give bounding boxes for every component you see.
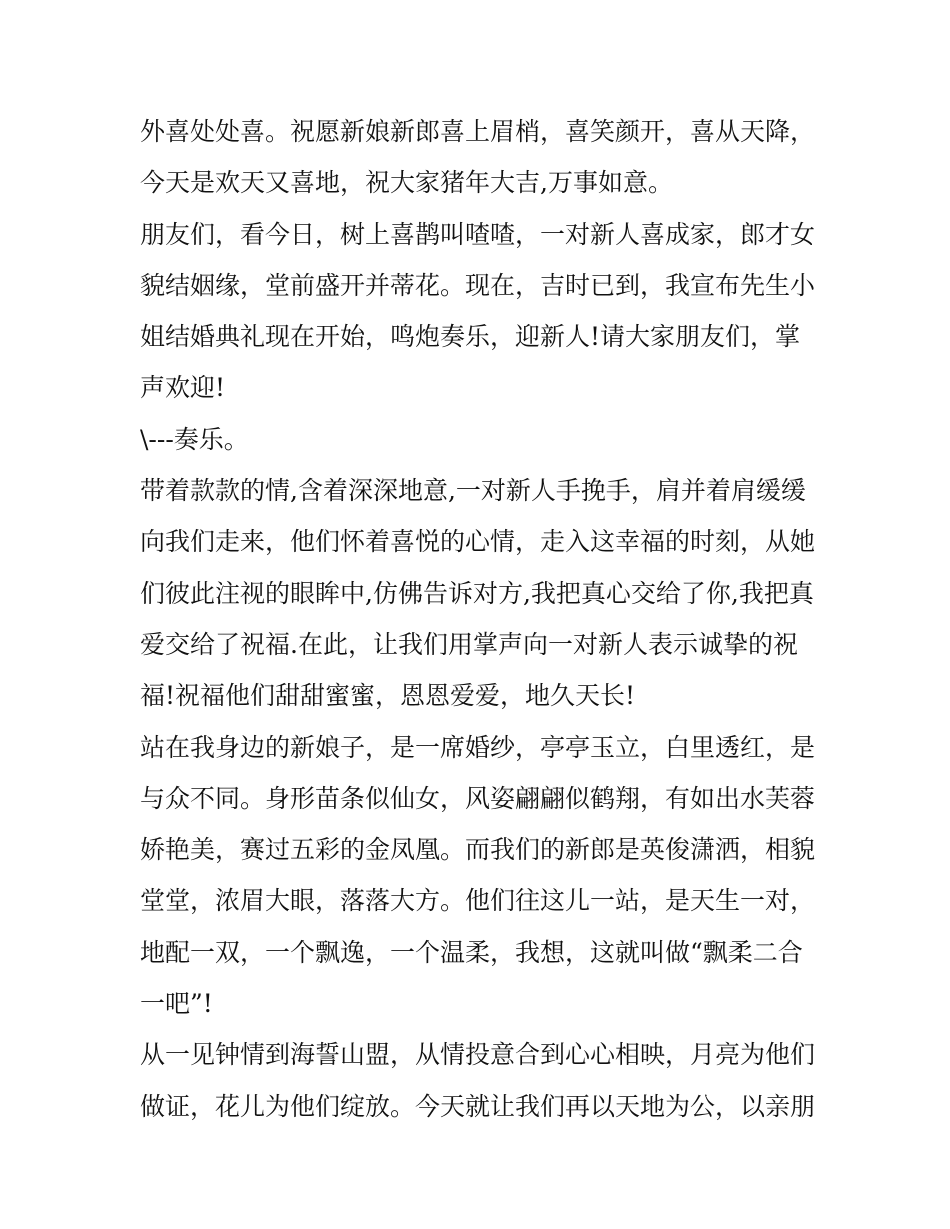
text-line: 做证，花儿为他们绽放。今天就让我们再以天地为公，以亲朋 xyxy=(140,1091,816,1121)
document-body xyxy=(140,106,830,1132)
text-line: 姐结婚典礼现在开始，鸣炮奏乐，迎新人!请大家朋友们，掌 xyxy=(140,322,801,352)
text-line: 爱交给了祝福.在此，让我们用掌声向一对新人表示诚挚的祝 xyxy=(140,629,798,659)
text-line: 带着款款的情,含着深深地意,一对新人手挽手，肩并着肩缓缓 xyxy=(140,476,806,506)
text-line: 外喜处处喜。祝愿新娘新郎喜上眉梢，喜笑颜开，喜从天降， xyxy=(140,117,816,146)
text-line: 站在我身边的新娘子，是一席婚纱，亭亭玉立，白里透红，是 xyxy=(140,732,816,762)
text-line: 从一见钟情到海誓山盟，从情投意合到心心相映，月亮为他们 xyxy=(140,1040,816,1070)
text-line: 声欢迎! xyxy=(140,373,226,403)
text-line: 福!祝福他们甜甜蜜蜜，恩恩爱爱，地久天长! xyxy=(140,681,636,711)
text-line: \---奏乐。 xyxy=(140,424,249,454)
text-line: 向我们走来，他们怀着喜悦的心情，走入这幸福的时刻，从她 xyxy=(140,527,816,557)
text-line: 们彼此注视的眼眸中,仿佛告诉对方,我把真心交给了你,我把真 xyxy=(140,578,814,608)
text-line: 与众不同。身形苗条似仙女，风姿翩翩似鹤翔，有如出水芙蓉 xyxy=(140,783,816,813)
text-line: 今天是欢天又喜地，祝大家猪年大吉,万事如意。 xyxy=(140,168,673,198)
text-line: 堂堂，浓眉大眼，落落大方。他们往这儿一站，是天生一对， xyxy=(140,886,816,916)
text-line: 貌结姻缘，堂前盛开并蒂花。现在，吉时已到，我宣布先生小 xyxy=(140,270,816,300)
text-line: 朋友们，看今日，树上喜鹊叫喳喳，一对新人喜成家，郎才女 xyxy=(140,219,816,249)
text-line: 娇艳美，赛过五彩的金凤凰。而我们的新郎是英俊潇洒，相貌 xyxy=(140,835,816,865)
text-line: 一吧”! xyxy=(140,989,213,1019)
text-line: 地配一双，一个飘逸，一个温柔，我想，这就叫做“飘柔二合 xyxy=(140,937,803,967)
